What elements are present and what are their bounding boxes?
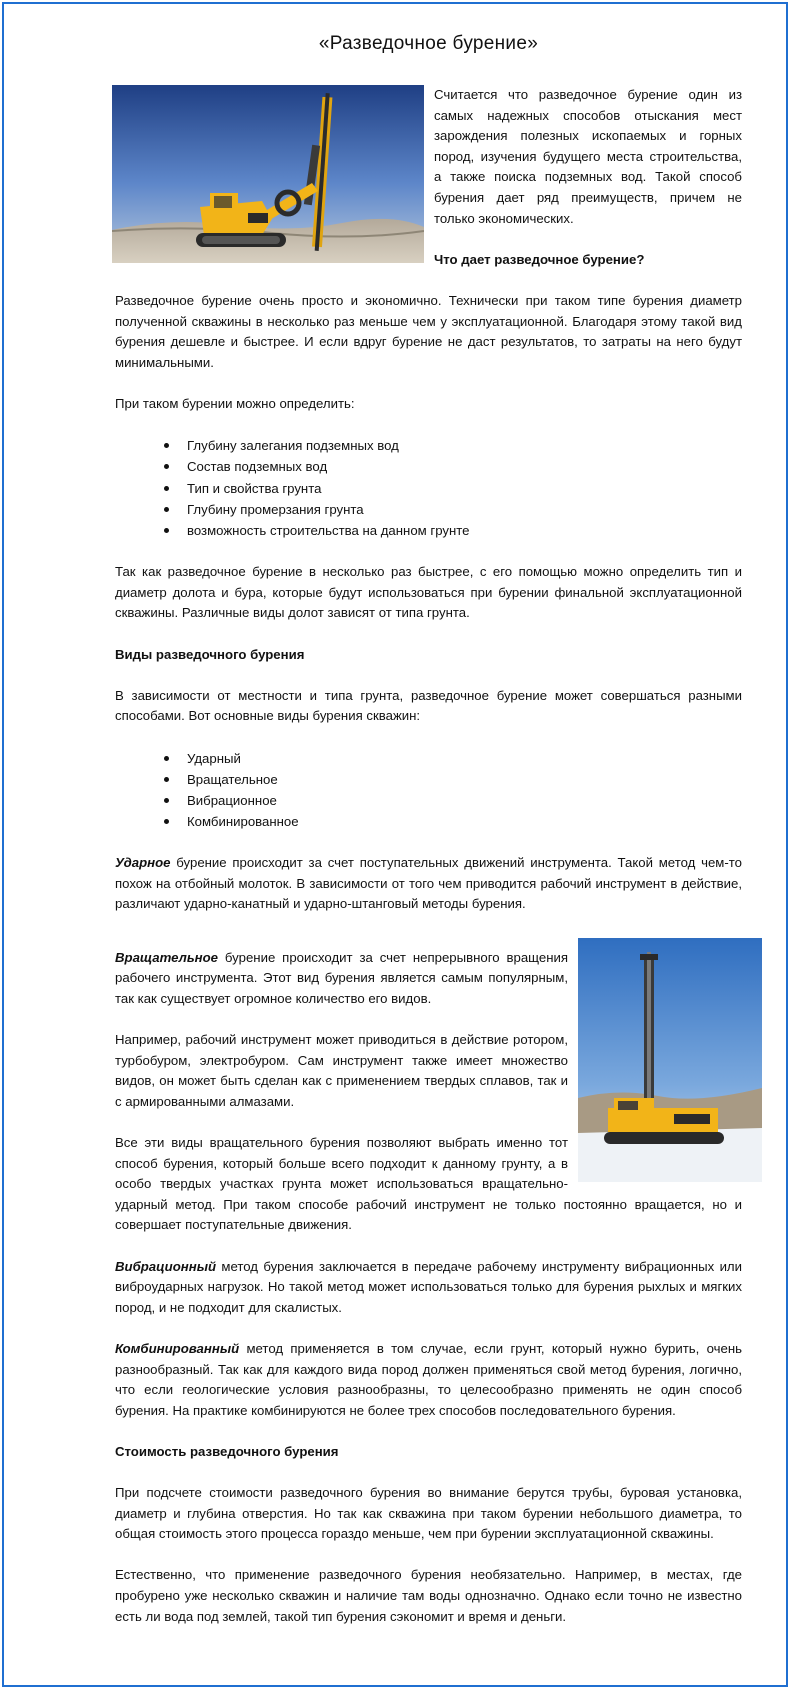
- cost-paragraph-2: Естественно, что применение разведочного бурения необязательно. Например, в местах, где пробурено уже несколько скважин и наличие там воды однозначно. Однако если точно не известно есть ли вода под землей, такой тип бурения сэкономит и время и деньги.: [115, 1567, 742, 1624]
- document-page: [2, 2, 788, 1687]
- vrash-paragraph-2: Например, рабочий инструмент может приводиться в действие ротором, турбобуром, электробуром. Сам инструмент также имеет множество видов, он может быть сделан как с применением твердых сплавов, так и с армированными алмазами.: [115, 1032, 568, 1109]
- section-heading-types: Виды разведочного бурения: [115, 646, 305, 662]
- udarnoe-text: бурение происходит за счет поступательных движений инструмента. Такой метод чем-то похож на отбойный молоток. В зависимости от того чем приводится рабочий инструмент в действие, различают ударно-канатный и ударно-штанговый методы бурения.: [115, 855, 742, 912]
- vrash-paragraph-3: Все эти виды вращательного бурения позволяют выбрать именно тот способ бурения, который больше всего подходит к данному грунту, а в особо твердых участках грунта может использоваться вращательно-ударный метод. При таком способе рабочий инструмент не только постоянно вращается, но и совершает поступательные движения.: [115, 1135, 742, 1233]
- vibr-term: Вибрационный: [115, 1258, 217, 1274]
- list-item: Глубину промерзания грунта: [187, 499, 742, 520]
- intro-paragraph-2: Разведочное бурение очень просто и экономично. Технически при таком типе бурения диаметр полученной скважины в несколько раз меньше чем у эксплуатационной. Благодаря этому такой вид бурения дешевле и быстрее. И если вдруг бурение не даст результатов, то затраты на него будут минимальными.: [115, 292, 742, 370]
- vrash-text: бурение происходит за счет непрерывного вращения рабочего инструмента. Этот вид бурения является самым популярным, так как существует огромное количество его видов.: [115, 949, 568, 1006]
- komb-term: Комбинированный: [115, 1340, 240, 1356]
- list-item: Вибрационное: [187, 790, 742, 811]
- intro-paragraph: Считается что разведочное бурение один из самых надежных способов отыскания мест зарождения полезных ископаемых и горных пород, изучения будущего места строительства, а также поиска подземных вод. Такой способ бурения дает ряд преимуществ, причем не только экономических.: [434, 87, 742, 226]
- list-item: Комбинированное: [187, 811, 742, 832]
- list-item: Ударный: [187, 748, 742, 769]
- drilling-rig-photo: [112, 85, 424, 263]
- list-item: Вращательное: [187, 769, 742, 790]
- list-item: Тип и свойства грунта: [187, 478, 742, 499]
- determine-lead: При таком бурении можно определить:: [115, 395, 355, 411]
- komb-text: метод применяется в том случае, если грунт, который нужно бурить, очень разнообразный. Так как для каждого вида пород должен применяться свой метод бурения, логично, что если геологические условия разнообразны, то целесообразно применять не один способ бурения. На практике комбинируются не более трех способов последовательного бурения.: [115, 1340, 742, 1418]
- list-item: возможность строительства на данном грунте: [187, 520, 742, 541]
- determine-after: Так как разведочное бурение в несколько раз быстрее, с его помощью можно определить тип и диаметр долота и бура, которые будут использоваться при бурении финальной эксплуатационной скважины. Различные виды долот зависят от типа грунта.: [115, 564, 742, 621]
- determine-list: [115, 435, 742, 541]
- document-body: [115, 32, 742, 1627]
- komb-paragraph: [115, 1339, 742, 1421]
- tall-drilling-rig-photo: [578, 938, 762, 1182]
- vrash-term: Вращательное: [115, 949, 219, 965]
- vibr-text: метод бурения заключается в передаче рабочему инструменту вибрационных или виброударных нагрузок. Но такой метод может использоваться только для бурения рыхлых и мягких пород, и не подходит для скалистых.: [115, 1258, 742, 1315]
- types-lead: В зависимости от местности и типа грунта, разведочное бурение может совершаться разными способами. Вот основные виды бурения скважин:: [115, 687, 742, 724]
- section-heading-what: Что дает разведочное бурение?: [434, 251, 645, 267]
- udarnoe-paragraph: [115, 853, 742, 915]
- section-heading-cost: Стоимость разведочного бурения: [115, 1443, 339, 1459]
- list-item: Состав подземных вод: [187, 456, 742, 477]
- vibr-paragraph: [115, 1257, 742, 1319]
- page-title: «Разведочное бурение»: [318, 33, 539, 54]
- list-item: Глубину залегания подземных вод: [187, 435, 742, 456]
- types-list: [115, 748, 742, 833]
- udarnoe-term: Ударное: [115, 855, 171, 871]
- cost-paragraph: При подсчете стоимости разведочного бурения во внимание берутся трубы, буровая установка, диаметр и глубина отверстия. Но так как скважина при таком бурении небольшого диаметра, то общая стоимость этого процесса гораздо меньше, чем при бурении эксплуатационной скважины.: [115, 1485, 742, 1542]
